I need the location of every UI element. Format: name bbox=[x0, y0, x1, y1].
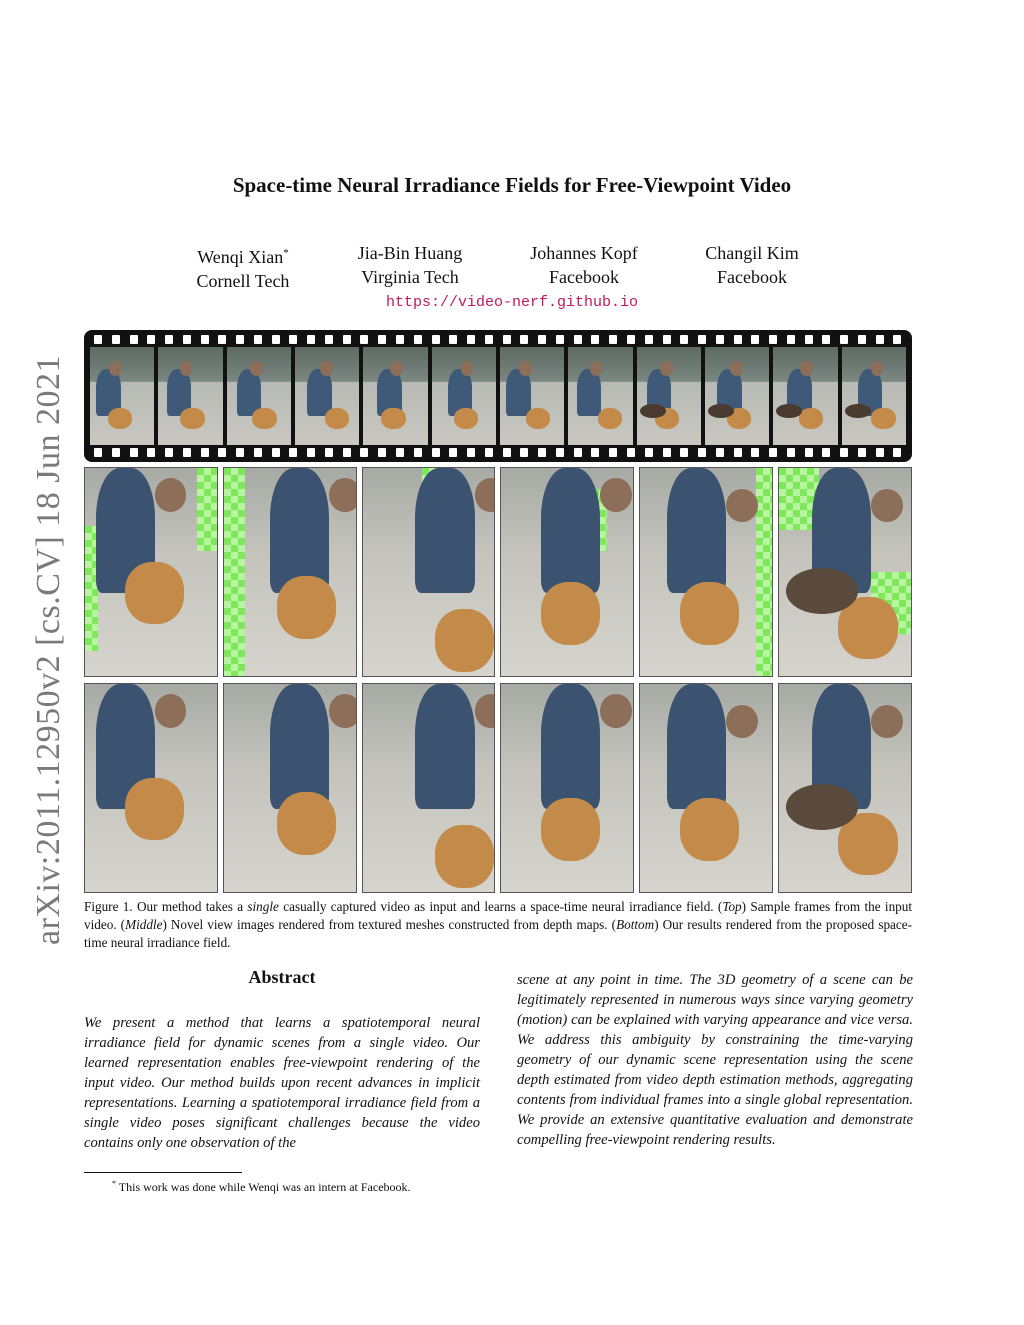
paper-title: Space-time Neural Irradiance Fields for Free-Viewpoint Video bbox=[232, 173, 792, 197]
film-perforation bbox=[378, 335, 386, 344]
person-head bbox=[475, 478, 496, 511]
film-perforation bbox=[751, 448, 759, 457]
film-perforation bbox=[130, 448, 138, 457]
film-perforation bbox=[627, 448, 635, 457]
film-frame-photo bbox=[705, 347, 769, 445]
film-perforation bbox=[520, 335, 528, 344]
person-head bbox=[871, 361, 884, 377]
person-figure bbox=[415, 468, 474, 593]
film-perforation bbox=[396, 448, 404, 457]
person-head bbox=[660, 361, 673, 377]
result-render-row bbox=[84, 683, 912, 893]
film-perforation bbox=[698, 335, 706, 344]
film-perforation bbox=[360, 335, 368, 344]
film-frame-photo bbox=[568, 347, 632, 445]
film-frame-photo bbox=[500, 347, 564, 445]
person-figure bbox=[667, 684, 726, 809]
film-frame-photo bbox=[90, 347, 154, 445]
author-affiliation: Facebook bbox=[549, 267, 619, 287]
dog-figure bbox=[435, 825, 494, 887]
film-perforation bbox=[645, 335, 653, 344]
manhole-cover bbox=[786, 784, 859, 830]
film-perforation bbox=[840, 335, 848, 344]
manhole-cover bbox=[708, 404, 734, 418]
result-render-photo bbox=[500, 683, 634, 893]
caption-emphasis: Top bbox=[722, 899, 742, 914]
film-perforation bbox=[769, 448, 777, 457]
film-perforation bbox=[734, 448, 742, 457]
arxiv-stamp-text: arXiv:2011.12950v2 [cs.CV] 18 Jun 2021 bbox=[30, 354, 67, 945]
author-name: Changil Kim bbox=[705, 243, 799, 263]
film-perforation bbox=[485, 335, 493, 344]
film-perforation bbox=[787, 335, 795, 344]
abstract-right-column: scene at any point in time. The 3D geometry of a scene can be legitimately represented in numerous ways since varying geometry (motion) can be explained with varying appearance and vice versa. We address this ambiguity by constraining the time-varying geometry of our dynamic scene representation using the scene depth estimated from video depth estimation methods, aggregating contents from individual frames into a single global representation. We provide an extensive quantitative evaluation and demonstrate compelling free-viewpoint rendering results. bbox=[517, 972, 913, 1148]
film-perforation bbox=[645, 448, 653, 457]
film-perforation bbox=[218, 335, 226, 344]
person-head bbox=[109, 361, 122, 377]
film-perforation bbox=[289, 335, 297, 344]
film-perforation bbox=[94, 335, 102, 344]
author-name: Wenqi Xian bbox=[197, 247, 284, 267]
dog-figure bbox=[180, 408, 204, 430]
input-video-filmstrip bbox=[84, 330, 912, 462]
footnote-divider bbox=[84, 1172, 242, 1173]
film-perforation bbox=[449, 448, 457, 457]
film-perforation bbox=[183, 448, 191, 457]
film-frame-photo bbox=[295, 347, 359, 445]
film-perforation bbox=[467, 335, 475, 344]
film-perforation bbox=[272, 335, 280, 344]
dog-figure bbox=[108, 408, 132, 430]
film-perforation bbox=[574, 335, 582, 344]
person-head bbox=[390, 361, 403, 377]
dog-figure bbox=[598, 408, 622, 430]
film-perforation bbox=[663, 335, 671, 344]
film-perforation bbox=[538, 448, 546, 457]
film-perforation bbox=[716, 448, 724, 457]
checkerboard-hole bbox=[756, 468, 772, 676]
manhole-cover bbox=[640, 404, 666, 418]
result-render-photo bbox=[778, 683, 912, 893]
dog-figure bbox=[526, 408, 550, 430]
film-perforation bbox=[751, 335, 759, 344]
caption-emphasis: single bbox=[247, 899, 279, 914]
person-head bbox=[329, 478, 356, 511]
film-perforation bbox=[609, 335, 617, 344]
mesh-render-photo bbox=[362, 467, 496, 677]
filmstrip-perforations-bottom bbox=[94, 448, 902, 457]
film-perforation bbox=[822, 448, 830, 457]
film-frame-photo bbox=[637, 347, 701, 445]
checkerboard-hole bbox=[224, 468, 245, 676]
dog-figure bbox=[252, 408, 276, 430]
person-head bbox=[329, 694, 356, 727]
film-perforation bbox=[165, 448, 173, 457]
mesh-render-photo bbox=[500, 467, 634, 677]
film-perforation bbox=[218, 448, 226, 457]
film-perforation bbox=[503, 448, 511, 457]
film-perforation bbox=[591, 335, 599, 344]
person-head bbox=[871, 705, 903, 738]
person-head bbox=[155, 478, 187, 511]
author-footnote-mark: * bbox=[283, 247, 289, 259]
project-url-link[interactable]: https://video-nerf.github.io bbox=[385, 294, 639, 311]
abstract-heading: Abstract bbox=[248, 967, 316, 987]
film-perforation bbox=[716, 335, 724, 344]
author-affiliation: Cornell Tech bbox=[196, 271, 290, 291]
person-head bbox=[800, 361, 813, 377]
author-name: Johannes Kopf bbox=[530, 243, 638, 263]
film-perforation bbox=[520, 448, 528, 457]
person-figure bbox=[541, 684, 600, 809]
film-perforation bbox=[574, 448, 582, 457]
person-head bbox=[590, 361, 603, 377]
person-head bbox=[726, 705, 758, 738]
checkerboard-hole bbox=[197, 468, 217, 551]
film-perforation bbox=[94, 448, 102, 457]
mesh-render-row bbox=[84, 467, 912, 677]
caption-emphasis: Middle bbox=[125, 917, 163, 932]
film-perforation bbox=[698, 448, 706, 457]
film-perforation bbox=[680, 448, 688, 457]
film-perforation bbox=[414, 448, 422, 457]
film-perforation bbox=[183, 335, 191, 344]
film-perforation bbox=[272, 448, 280, 457]
person-head bbox=[871, 489, 903, 522]
film-perforation bbox=[503, 335, 511, 344]
film-perforation bbox=[201, 448, 209, 457]
film-perforation bbox=[254, 335, 262, 344]
film-perforation bbox=[414, 335, 422, 344]
film-perforation bbox=[822, 335, 830, 344]
film-perforation bbox=[609, 448, 617, 457]
person-head bbox=[600, 694, 632, 727]
film-perforation bbox=[378, 448, 386, 457]
film-perforation bbox=[787, 448, 795, 457]
dog-figure bbox=[541, 582, 600, 644]
dog-figure bbox=[871, 408, 895, 430]
film-perforation bbox=[627, 335, 635, 344]
film-perforation bbox=[325, 448, 333, 457]
person-head bbox=[600, 478, 632, 511]
footnote bbox=[84, 1179, 612, 1195]
film-perforation bbox=[769, 335, 777, 344]
filmstrip-frames bbox=[90, 347, 906, 445]
person-head bbox=[519, 361, 532, 377]
film-perforation bbox=[343, 335, 351, 344]
film-perforation bbox=[663, 448, 671, 457]
manhole-cover bbox=[776, 404, 802, 418]
film-perforation bbox=[396, 335, 404, 344]
dog-figure bbox=[125, 562, 184, 624]
film-perforation bbox=[236, 335, 244, 344]
dog-figure bbox=[454, 408, 478, 430]
caption-text: ) Sample frames from the input video. ( bbox=[84, 899, 913, 932]
film-perforation bbox=[734, 335, 742, 344]
author-4 bbox=[652, 241, 852, 289]
film-perforation bbox=[840, 448, 848, 457]
author-affiliation: Virginia Tech bbox=[361, 267, 459, 287]
film-frame-photo bbox=[842, 347, 906, 445]
mesh-render-photo bbox=[778, 467, 912, 677]
film-perforation bbox=[307, 448, 315, 457]
dog-figure bbox=[541, 798, 600, 860]
person-figure bbox=[667, 468, 726, 593]
film-perforation bbox=[876, 335, 884, 344]
person-head bbox=[475, 694, 496, 727]
film-perforation bbox=[556, 335, 564, 344]
filmstrip-perforations-top bbox=[94, 335, 902, 344]
abstract-left-column: We present a method that learns a spatiotemporal neural irradiance field for dynamic scenes from a single video. Our learned representation enables free-viewpoint rendering of the input video. Our method builds upon recent advances in implicit representations. Learning a spatiotemporal irradiance field from a single video poses significant challenges because the video contains only one observation of the bbox=[84, 1015, 480, 1151]
person-head bbox=[155, 694, 187, 727]
film-perforation bbox=[236, 448, 244, 457]
person-head bbox=[250, 361, 263, 377]
film-perforation bbox=[538, 335, 546, 344]
dog-figure bbox=[680, 582, 739, 644]
person-figure bbox=[541, 468, 600, 593]
film-frame-photo bbox=[773, 347, 837, 445]
film-perforation bbox=[289, 448, 297, 457]
person-figure bbox=[415, 684, 474, 809]
caption-text: casually captured video as input and learns a space-time neural irradiance field. ( bbox=[278, 899, 723, 914]
figure-caption bbox=[84, 898, 912, 952]
caption-text: Our method takes a bbox=[137, 899, 248, 914]
result-render-photo bbox=[223, 683, 357, 893]
film-perforation bbox=[893, 448, 901, 457]
caption-text: ) Our results rendered from the proposed space-time neural irradiance field. bbox=[84, 917, 912, 950]
film-perforation bbox=[147, 335, 155, 344]
film-perforation bbox=[467, 448, 475, 457]
film-perforation bbox=[307, 335, 315, 344]
result-render-photo bbox=[84, 683, 218, 893]
person-head bbox=[320, 361, 333, 377]
person-head bbox=[180, 361, 193, 377]
result-render-photo bbox=[362, 683, 496, 893]
film-perforation bbox=[893, 335, 901, 344]
mesh-render-photo bbox=[84, 467, 218, 677]
film-perforation bbox=[432, 335, 440, 344]
film-perforation bbox=[876, 448, 884, 457]
person-head bbox=[730, 361, 743, 377]
film-perforation bbox=[165, 335, 173, 344]
footnote-text: This work was done while Wenqi was an intern at Facebook. bbox=[116, 1180, 411, 1194]
film-perforation bbox=[112, 335, 120, 344]
caption-emphasis: Bottom bbox=[616, 917, 655, 932]
person-figure bbox=[270, 468, 329, 593]
film-perforation bbox=[432, 448, 440, 457]
person-figure bbox=[270, 684, 329, 809]
dog-figure bbox=[799, 408, 823, 430]
film-perforation bbox=[147, 448, 155, 457]
manhole-cover bbox=[845, 404, 871, 418]
footnote-mark: * bbox=[112, 1179, 116, 1188]
film-perforation bbox=[360, 448, 368, 457]
person-head bbox=[726, 489, 758, 522]
film-perforation bbox=[112, 448, 120, 457]
film-perforation bbox=[485, 448, 493, 457]
dog-figure bbox=[381, 408, 405, 430]
film-perforation bbox=[680, 335, 688, 344]
film-perforation bbox=[254, 448, 262, 457]
film-frame-photo bbox=[158, 347, 222, 445]
film-perforation bbox=[449, 335, 457, 344]
film-perforation bbox=[805, 448, 813, 457]
manhole-cover bbox=[786, 568, 859, 614]
film-frame-photo bbox=[227, 347, 291, 445]
mesh-render-photo bbox=[223, 467, 357, 677]
author-affiliation: Facebook bbox=[717, 267, 787, 287]
film-perforation bbox=[858, 448, 866, 457]
dog-figure bbox=[680, 798, 739, 860]
person-head bbox=[461, 361, 474, 377]
film-perforation bbox=[556, 448, 564, 457]
film-perforation bbox=[130, 335, 138, 344]
result-render-photo bbox=[639, 683, 773, 893]
film-perforation bbox=[858, 335, 866, 344]
dog-figure bbox=[277, 576, 336, 638]
author-2 bbox=[310, 241, 510, 289]
film-perforation bbox=[591, 448, 599, 457]
film-perforation bbox=[343, 448, 351, 457]
caption-label: Figure 1. bbox=[84, 899, 133, 914]
film-frame-photo bbox=[363, 347, 427, 445]
dog-figure bbox=[277, 792, 336, 854]
film-perforation bbox=[805, 335, 813, 344]
film-frame-photo bbox=[432, 347, 496, 445]
caption-text: ) Novel view images rendered from textured meshes constructed from depth maps. ( bbox=[162, 917, 617, 932]
dog-figure bbox=[435, 609, 494, 671]
author-name: Jia-Bin Huang bbox=[357, 243, 463, 263]
mesh-render-photo bbox=[639, 467, 773, 677]
dog-figure bbox=[325, 408, 349, 430]
film-perforation bbox=[201, 335, 209, 344]
film-perforation bbox=[325, 335, 333, 344]
dog-figure bbox=[125, 778, 184, 840]
